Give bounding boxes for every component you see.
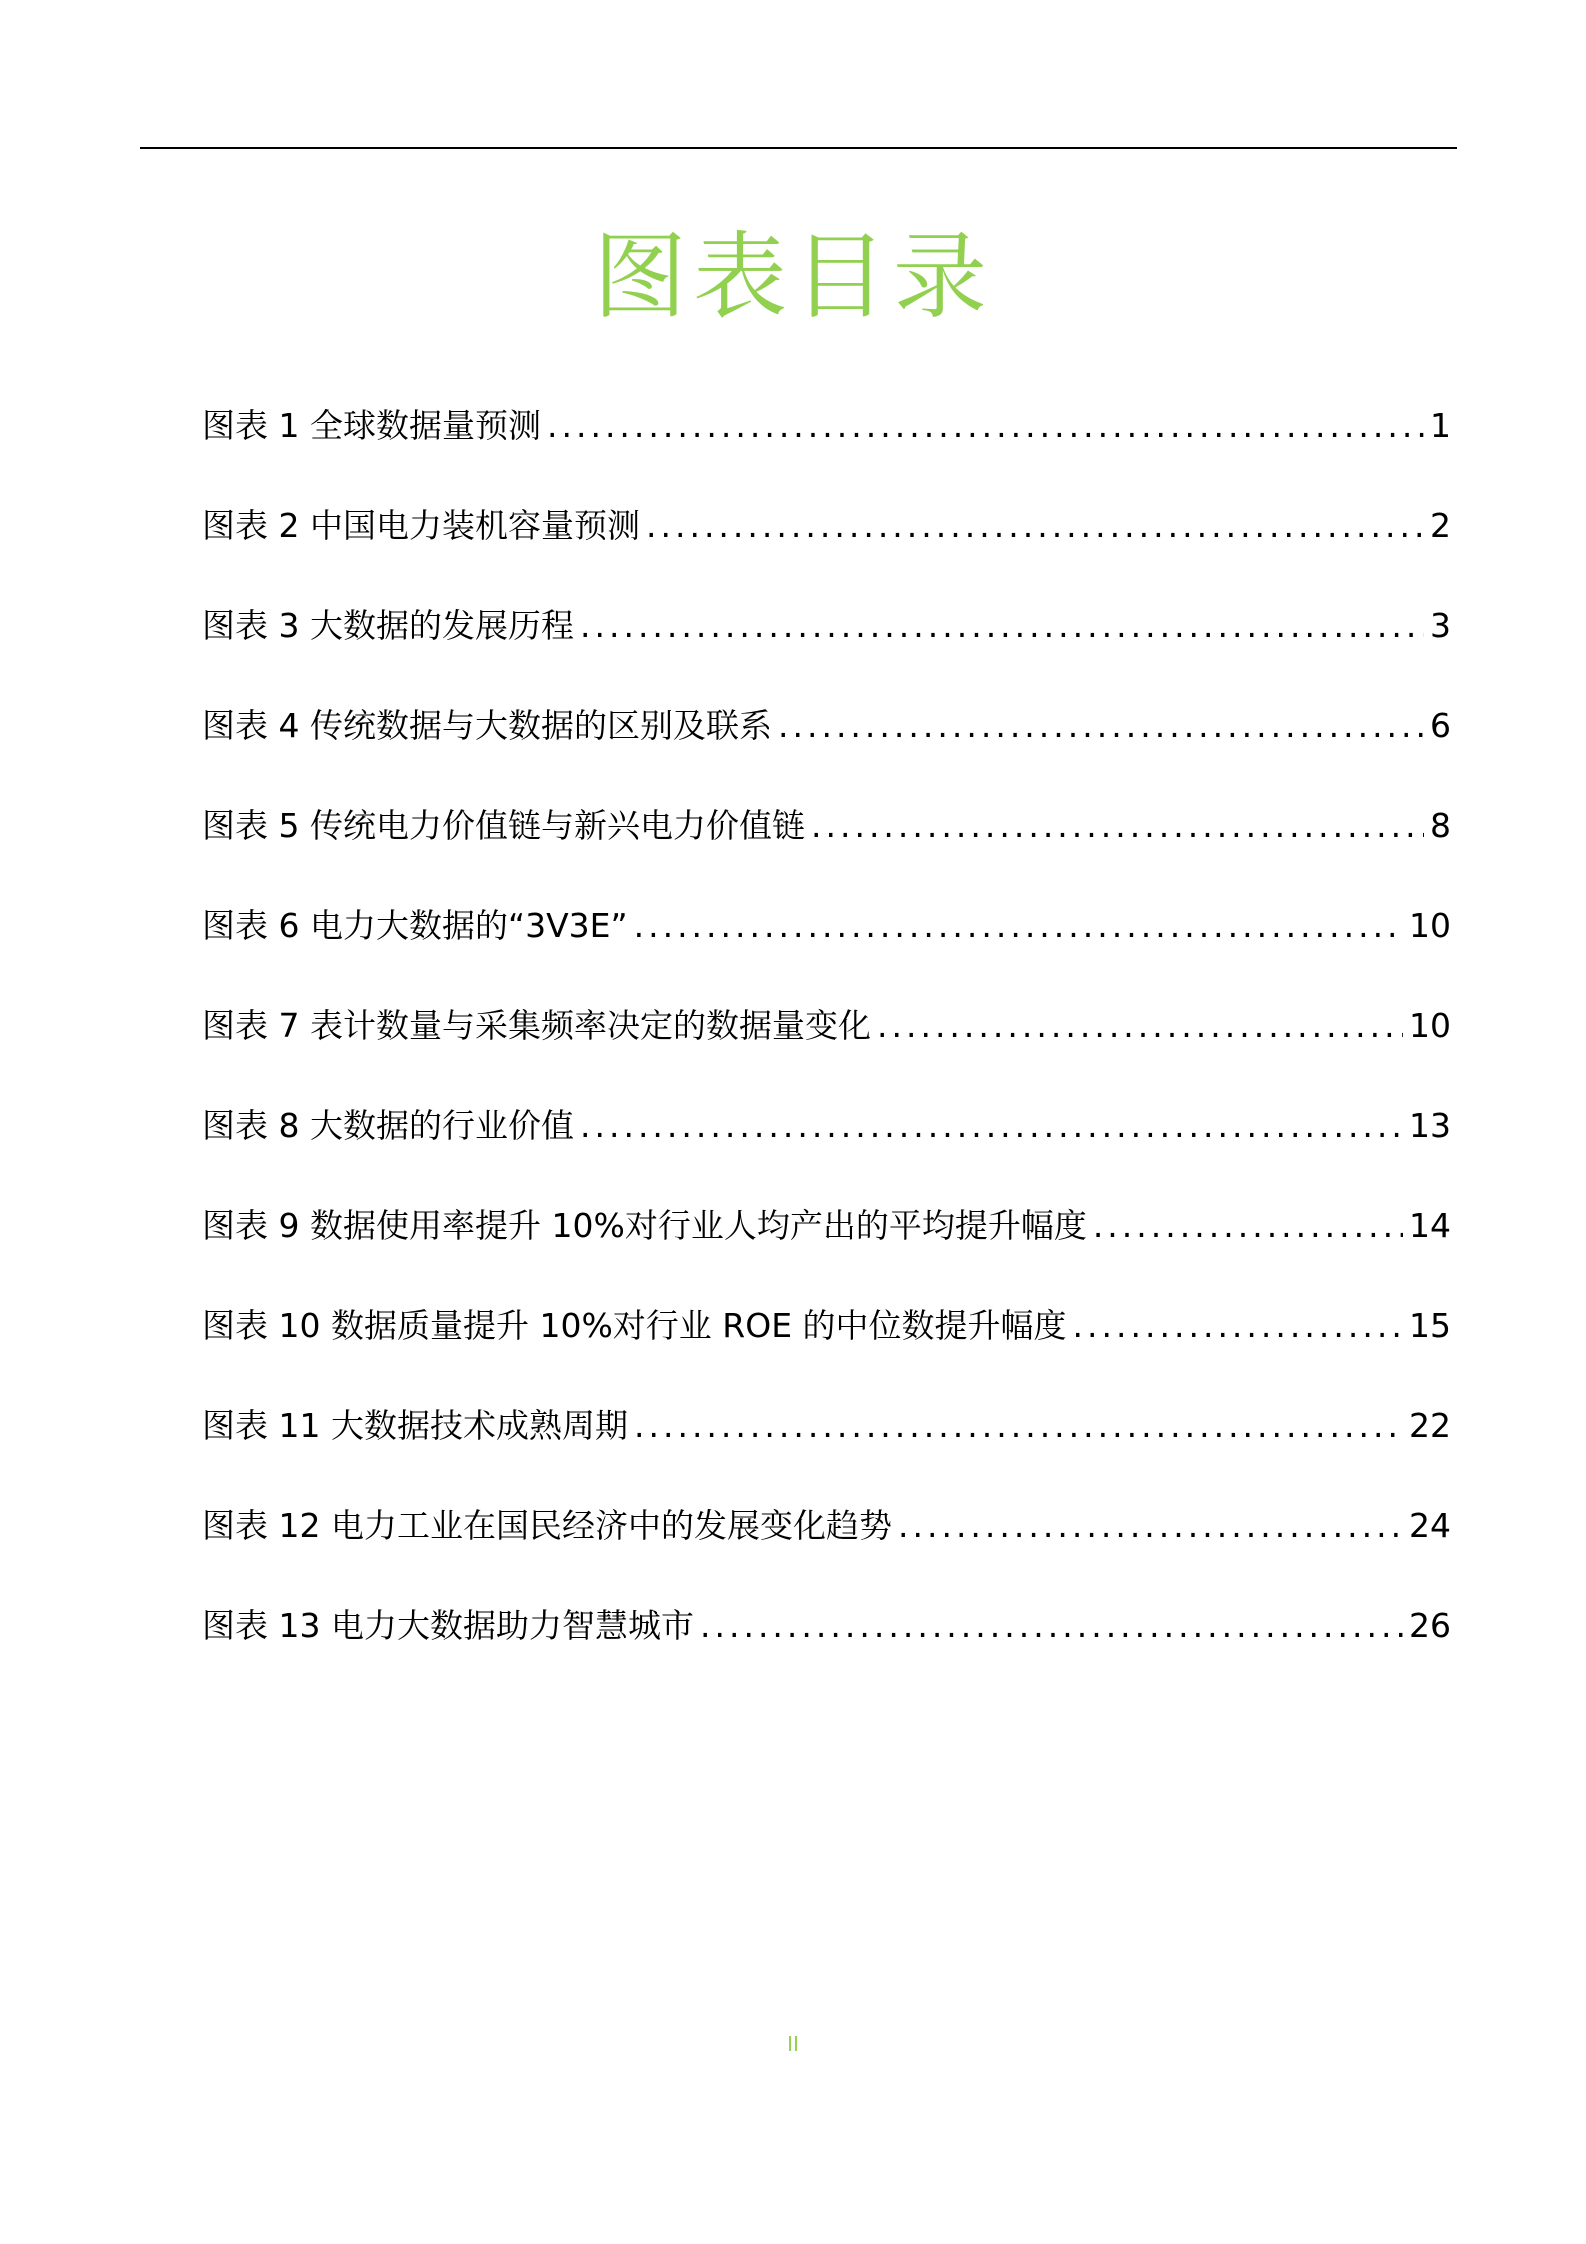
toc-entry[interactable] bbox=[202, 1302, 1451, 1402]
toc-entry[interactable] bbox=[202, 402, 1451, 502]
toc-entry-page: 10 bbox=[1409, 1006, 1451, 1045]
toc-entry-label: 图表 13 电力大数据助力智慧城市 bbox=[202, 1606, 694, 1645]
toc-entry-page: 1 bbox=[1430, 406, 1451, 445]
page-number: II bbox=[787, 2032, 799, 2056]
dot-leader bbox=[547, 402, 1424, 450]
toc-entry-page: 10 bbox=[1409, 906, 1451, 945]
page-title: 图表目录 bbox=[592, 223, 993, 332]
dot-leader bbox=[700, 1602, 1403, 1650]
toc-entry-page: 2 bbox=[1430, 506, 1451, 545]
toc-entry-label: 图表 6 电力大数据的“3V3E” bbox=[202, 906, 628, 945]
toc-entry-label: 图表 2 中国电力装机容量预测 bbox=[202, 506, 640, 545]
toc-entry-label: 图表 12 电力工业在国民经济中的发展变化趋势 bbox=[202, 1506, 892, 1545]
dot-leader bbox=[1073, 1302, 1403, 1350]
toc-entry[interactable] bbox=[202, 1602, 1451, 1702]
header-rule bbox=[140, 147, 1457, 149]
toc-entry-label: 图表 11 大数据技术成熟周期 bbox=[202, 1406, 628, 1445]
toc-entry[interactable] bbox=[202, 1402, 1451, 1502]
toc-entry-label: 图表 3 大数据的发展历程 bbox=[202, 606, 574, 645]
dot-leader bbox=[811, 802, 1424, 850]
toc-entry[interactable] bbox=[202, 1202, 1451, 1302]
toc-entry-page: 24 bbox=[1409, 1506, 1451, 1545]
dot-leader bbox=[898, 1502, 1403, 1550]
toc-entry-label: 图表 8 大数据的行业价值 bbox=[202, 1106, 574, 1145]
toc-entry-page: 26 bbox=[1409, 1606, 1451, 1645]
table-of-figures bbox=[202, 402, 1451, 1702]
toc-entry[interactable] bbox=[202, 1002, 1451, 1102]
toc-entry-page: 15 bbox=[1409, 1306, 1451, 1345]
dot-leader bbox=[634, 1402, 1403, 1450]
dot-leader bbox=[778, 702, 1424, 750]
dot-leader bbox=[877, 1002, 1403, 1050]
toc-entry-label: 图表 7 表计数量与采集频率决定的数据量变化 bbox=[202, 1006, 871, 1045]
dot-leader bbox=[1093, 1202, 1403, 1250]
toc-entry[interactable] bbox=[202, 1102, 1451, 1202]
toc-entry-label: 图表 5 传统电力价值链与新兴电力价值链 bbox=[202, 806, 805, 845]
toc-entry-page: 3 bbox=[1430, 606, 1451, 645]
toc-entry-label: 图表 4 传统数据与大数据的区别及联系 bbox=[202, 706, 772, 745]
dot-leader bbox=[580, 1102, 1403, 1150]
toc-entry-label: 图表 1 全球数据量预测 bbox=[202, 406, 541, 445]
toc-entry[interactable] bbox=[202, 702, 1451, 802]
toc-entry-label: 图表 10 数据质量提升 10%对行业 ROE 的中位数提升幅度 bbox=[202, 1306, 1067, 1345]
toc-entry-page: 22 bbox=[1409, 1406, 1451, 1445]
toc-entry[interactable] bbox=[202, 602, 1451, 702]
dot-leader bbox=[646, 502, 1424, 550]
toc-entry[interactable] bbox=[202, 1502, 1451, 1602]
toc-entry-page: 8 bbox=[1430, 806, 1451, 845]
toc-entry-page: 13 bbox=[1409, 1106, 1451, 1145]
toc-entry-label: 图表 9 数据使用率提升 10%对行业人均产出的平均提升幅度 bbox=[202, 1206, 1087, 1245]
dot-leader bbox=[580, 602, 1424, 650]
toc-entry[interactable] bbox=[202, 502, 1451, 602]
toc-entry[interactable] bbox=[202, 902, 1451, 1002]
toc-entry-page: 6 bbox=[1430, 706, 1451, 745]
toc-entry-page: 14 bbox=[1409, 1206, 1451, 1245]
dot-leader bbox=[634, 902, 1403, 950]
toc-entry[interactable] bbox=[202, 802, 1451, 902]
